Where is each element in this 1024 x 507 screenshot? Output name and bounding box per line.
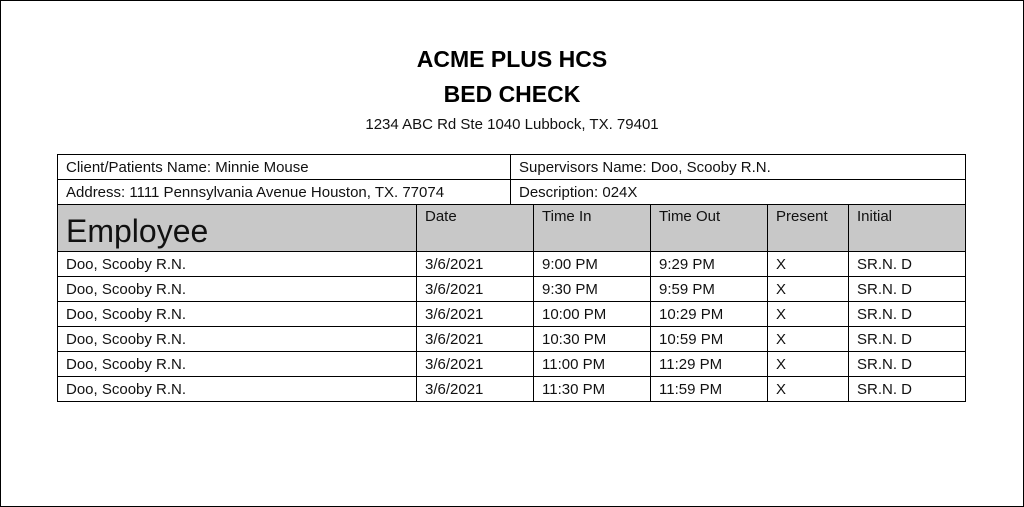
- column-header-date: Date: [417, 205, 534, 252]
- time-out-cell: 11:59 PM: [651, 377, 768, 402]
- company-address: 1234 ABC Rd Ste 1040 Lubbock, TX. 79401: [365, 116, 659, 133]
- info-table: [57, 154, 966, 205]
- employee-cell: Doo, Scooby R.N.: [58, 352, 417, 377]
- time-out-cell: 10:59 PM: [651, 327, 768, 352]
- present-cell: X: [768, 377, 849, 402]
- time-in-cell: 10:30 PM: [534, 327, 651, 352]
- date-cell: 3/6/2021: [417, 252, 534, 277]
- column-header-time-in: Time In: [534, 205, 651, 252]
- time-out-cell: 9:59 PM: [651, 277, 768, 302]
- present-cell: X: [768, 352, 849, 377]
- time-out-cell: 9:29 PM: [651, 252, 768, 277]
- present-cell: X: [768, 327, 849, 352]
- info-row: [58, 180, 966, 205]
- time-in-cell: 10:00 PM: [534, 302, 651, 327]
- date-cell: 3/6/2021: [417, 377, 534, 402]
- table-row: [58, 277, 966, 302]
- employee-cell: Doo, Scooby R.N.: [58, 252, 417, 277]
- form-title: BED CHECK: [443, 81, 581, 107]
- initial-cell: SR.N. D: [849, 252, 966, 277]
- column-header-initial: Initial: [849, 205, 966, 252]
- date-cell: 3/6/2021: [417, 352, 534, 377]
- date-cell: 3/6/2021: [417, 277, 534, 302]
- initial-cell: SR.N. D: [849, 327, 966, 352]
- initial-cell: SR.N. D: [849, 277, 966, 302]
- initial-cell: SR.N. D: [849, 352, 966, 377]
- employee-cell: Doo, Scooby R.N.: [58, 377, 417, 402]
- column-header-present: Present: [768, 205, 849, 252]
- date-cell: 3/6/2021: [417, 327, 534, 352]
- log-header-row: [58, 205, 966, 252]
- table-row: [58, 302, 966, 327]
- present-cell: X: [768, 277, 849, 302]
- present-cell: X: [768, 302, 849, 327]
- time-in-cell: 9:00 PM: [534, 252, 651, 277]
- employee-cell: Doo, Scooby R.N.: [58, 277, 417, 302]
- employee-cell: Doo, Scooby R.N.: [58, 327, 417, 352]
- description-cell: Description: 024X: [511, 180, 966, 205]
- date-cell: 3/6/2021: [417, 302, 534, 327]
- time-in-cell: 11:00 PM: [534, 352, 651, 377]
- time-out-cell: 10:29 PM: [651, 302, 768, 327]
- bed-check-sheet: [57, 154, 965, 402]
- time-out-cell: 11:29 PM: [651, 352, 768, 377]
- table-row: [58, 327, 966, 352]
- initial-cell: SR.N. D: [849, 302, 966, 327]
- table-row: [58, 352, 966, 377]
- bed-check-log-table: [57, 204, 966, 402]
- table-row: [58, 252, 966, 277]
- time-in-cell: 9:30 PM: [534, 277, 651, 302]
- table-row: [58, 377, 966, 402]
- info-row: [58, 155, 966, 180]
- column-header-time-out: Time Out: [651, 205, 768, 252]
- initial-cell: SR.N. D: [849, 377, 966, 402]
- time-in-cell: 11:30 PM: [534, 377, 651, 402]
- client-name-cell: Client/Patients Name: Minnie Mouse: [58, 155, 511, 180]
- supervisor-name-cell: Supervisors Name: Doo, Scooby R.N.: [511, 155, 966, 180]
- company-title: ACME PLUS HCS: [416, 46, 608, 72]
- column-header-employee: Employee: [58, 205, 417, 252]
- client-address-cell: Address: 1111 Pennsylvania Avenue Houston, TX. 77074: [58, 180, 511, 205]
- employee-cell: Doo, Scooby R.N.: [58, 302, 417, 327]
- present-cell: X: [768, 252, 849, 277]
